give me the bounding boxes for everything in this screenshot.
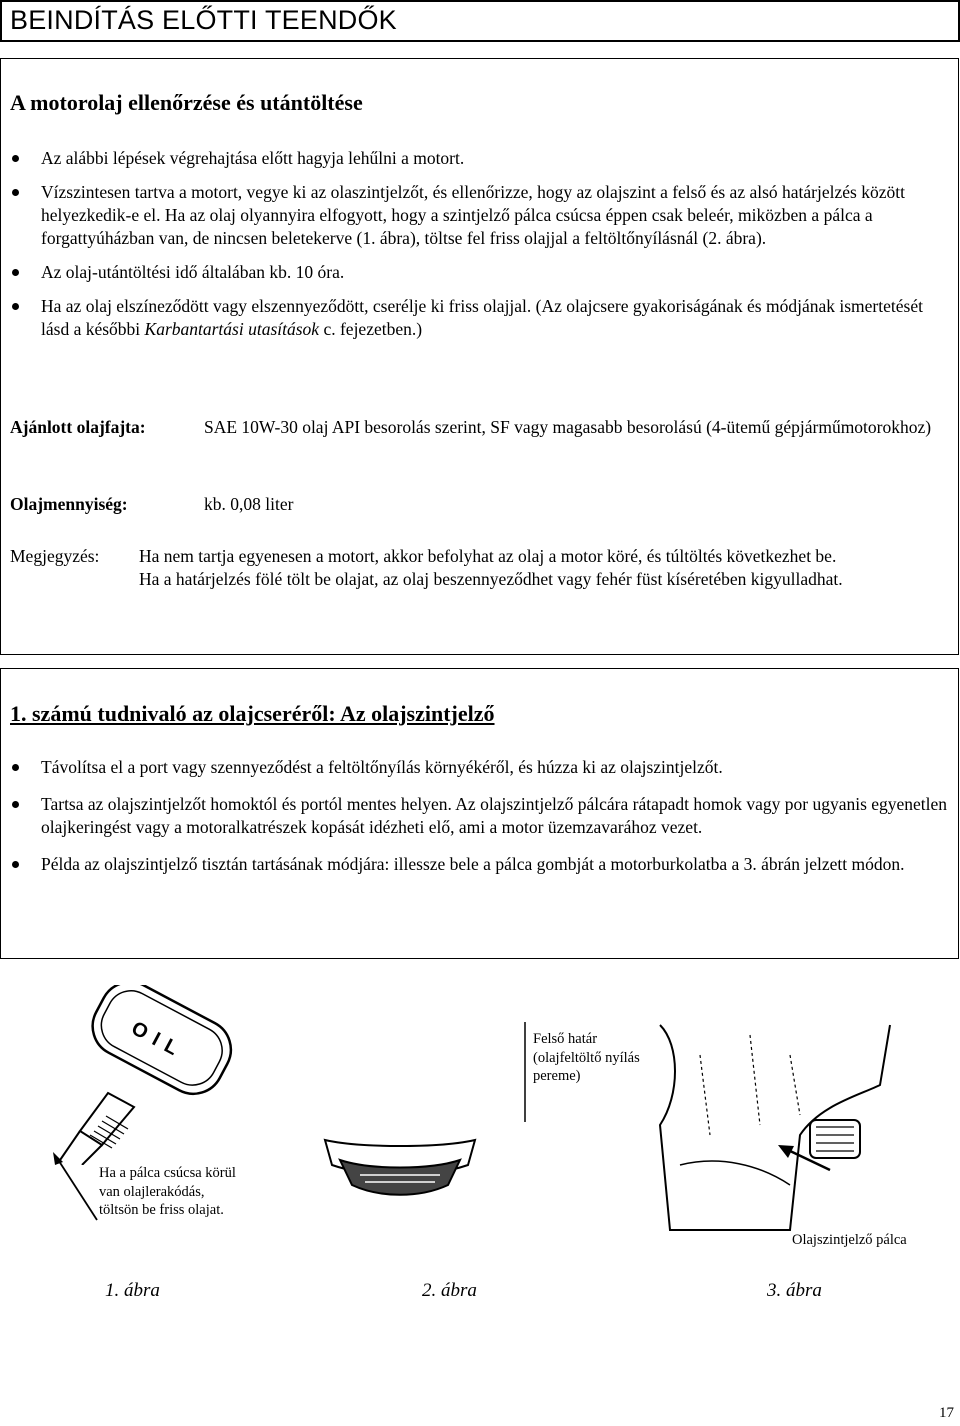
note-line-2: Ha a határjelzés fölé tölt be olajat, az olaj beszennyeződhet vagy fehér füst kíséretében kigyulladhat. (139, 569, 843, 589)
dipstick-bullet-list (0, 756, 950, 876)
list-item: Távolítsa el a port vagy szennyeződést a feltöltőnyílás környékéről, és húzza ki az olajszintjelzőt. (0, 756, 950, 779)
list-item-text: Ha az olaj elszíneződött vagy elszennyeződött, cserélje ki friss olajjal. (Az olajcsere gyakoriságának és módjának ismertetését lásd a későbbi (41, 296, 923, 339)
oil-type-value: SAE 10W-30 olaj API besorolás szerint, SF vagy magasabb besorolású (4-ütemű gépjárműmotorokhoz) (204, 417, 932, 437)
list-item: Az alábbi lépések végrehajtása előtt hagyja lehűlni a motort. (0, 147, 950, 170)
page-title: BEINDÍTÁS ELŐTTI TEENDŐK (10, 5, 397, 35)
oil-check-bullet-list (0, 147, 950, 341)
fig3-callout-upper-limit: Felső határ (olajfeltöltő nyílás pereme) (533, 1030, 643, 1086)
list-item: Vízszintesen tartva a motort, vegye ki az olaszintjelzőt, és ellenőrizze, hogy az olajszint a felső és az alsó határjelzés között helyezkedik-e el. Ha az olaj olyannyira elfogyott, hogy a szintjelző pálca csúcsa éppen csak beleér, miközben a pálca a forgattyúházban van, de nincsen beletekerve (1. ábra), töltse fel friss olajjal a feltöltőnyílásnál (2. ábra). (0, 181, 950, 250)
filler-opening-illustration (320, 1130, 480, 1220)
manual-chapter-reference: Karbantartási utasítások (144, 319, 320, 339)
list-item (0, 295, 950, 341)
list-item: Példa az olajszintjelző tisztán tartásának módjára: illessze bele a pálca gombját a motorburkolatba a 3. ábrán jelzett módon. (0, 853, 950, 876)
section-title-dipstick: 1. számú tudnivaló az olajcseréről: Az olajszintjelző (10, 701, 495, 726)
fig2-caption: 2. ábra (422, 1280, 477, 1301)
engine-housing-illustration (640, 1015, 940, 1245)
dipstick-arrow (770, 1140, 840, 1180)
dipstick-knob (82, 985, 241, 1104)
section-title-oil-check: A motorolaj ellenőrzése és utántöltése (10, 90, 363, 115)
note-line-1: Ha nem tartja egyenesen a motort, akkor befolyhat az olaj a motor köré, és túltöltés következhet be. (139, 546, 837, 566)
oil-amount-label: Olajmennyiség: (10, 494, 128, 514)
dipstick-illustration (30, 985, 290, 1165)
fig3-caption: 3. ábra (767, 1280, 822, 1301)
upper-limit-pointer (520, 1022, 530, 1122)
oil-label-text: OIL (127, 1017, 189, 1064)
list-item: Az olaj-utántöltési idő általában kb. 10 óra. (0, 261, 950, 284)
note-label: Megjegyzés: (10, 546, 100, 566)
list-item: Tartsa az olajszintjelzőt homoktól és portól mentes helyen. Az olajszintjelző pálcára rátapadt homok vagy por ugyanis egyenetlen olajkeringést vagy a motoralkatrészek kopását idézheti elő, ami a motor üzemzavarához vezet. (0, 793, 950, 839)
fig3-callout-dipstick: Olajszintjelző pálca (792, 1231, 952, 1250)
oil-type-label: Ajánlott olajfajta: (10, 417, 146, 437)
fig1-callout: Ha a pálca csúcsa körül van olajlerakódás, töltsön be friss olajat. (99, 1164, 239, 1220)
oil-amount-value: kb. 0,08 liter (204, 494, 294, 514)
page-number: 17 (939, 1405, 954, 1421)
header-box (0, 0, 960, 42)
list-item-text-end: c. fejezetben.) (319, 319, 423, 339)
note-text (139, 545, 949, 591)
fig1-caption: 1. ábra (105, 1280, 160, 1301)
